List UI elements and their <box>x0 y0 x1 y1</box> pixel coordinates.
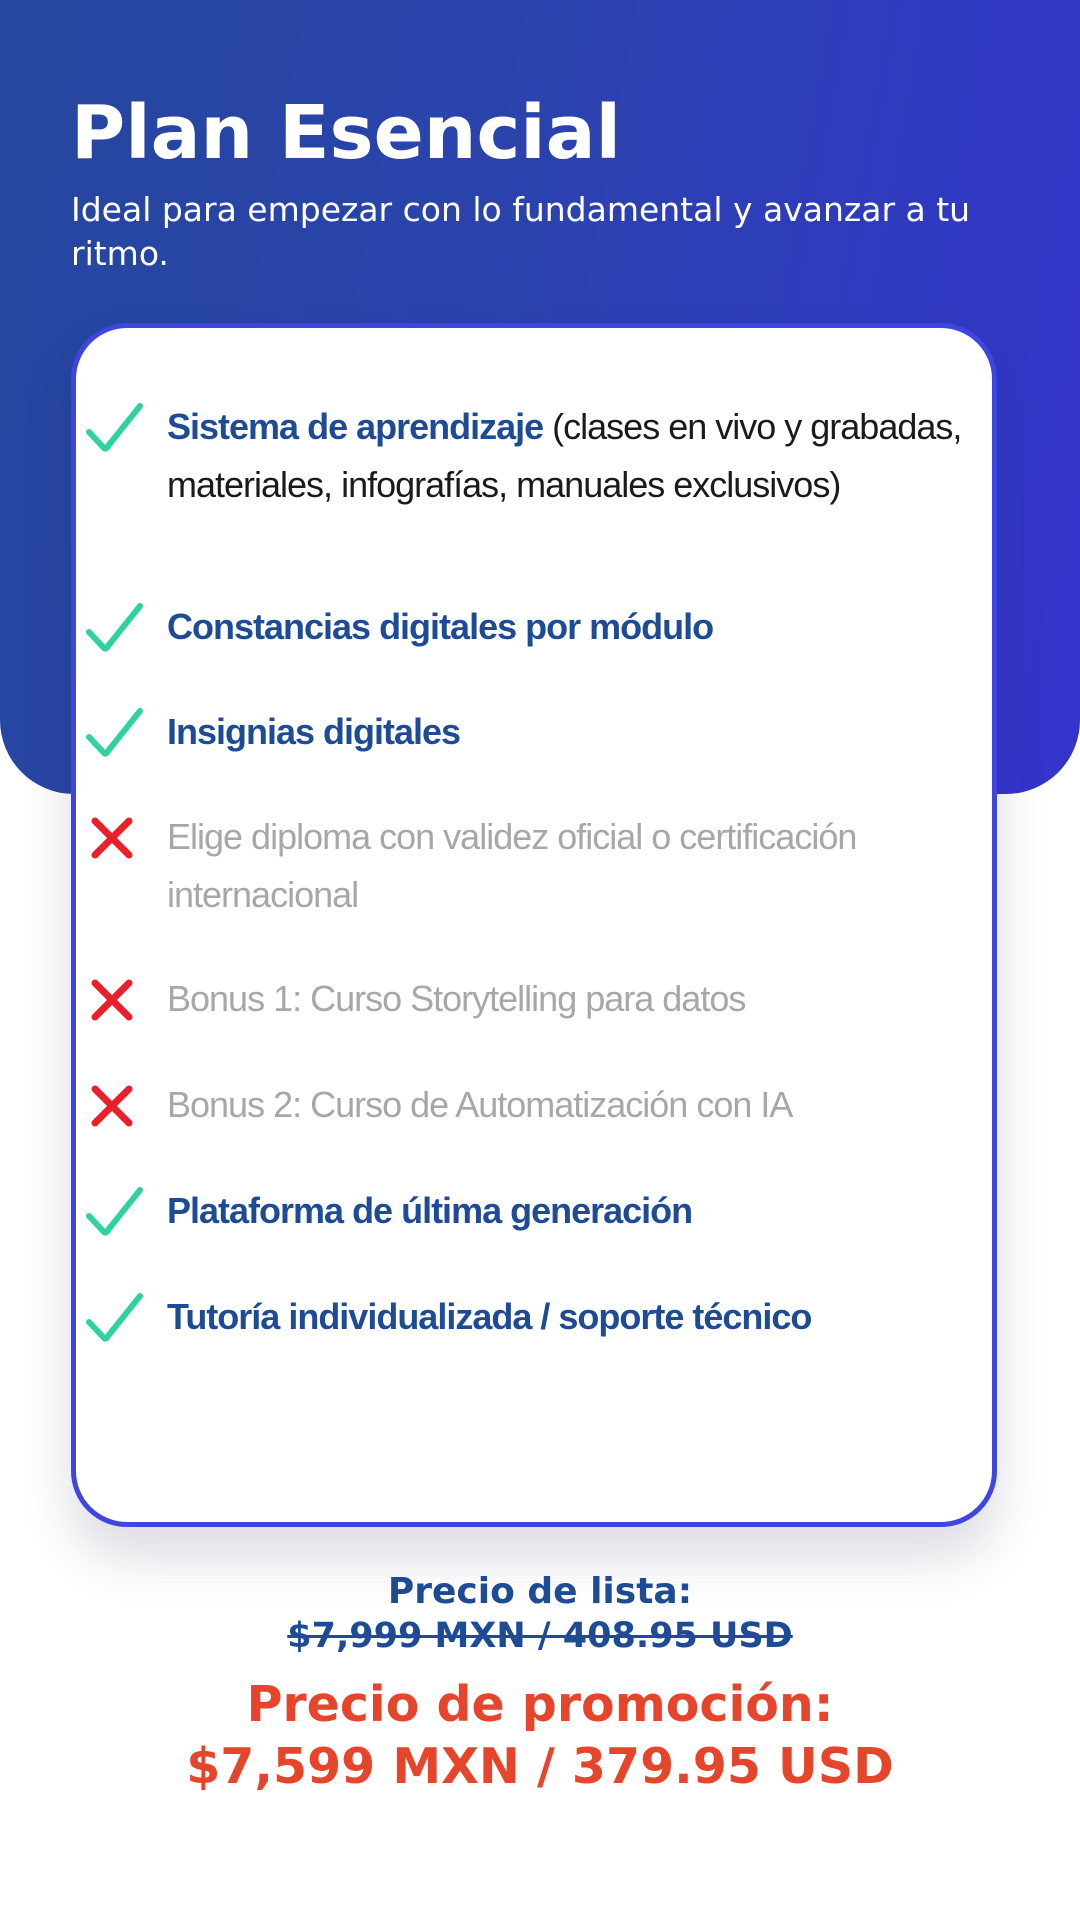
feature-label: Bonus 2: Curso de Automatización con IA <box>167 1084 793 1125</box>
feature-label: Elige diploma con validez oficial o certificación internacional <box>167 816 857 915</box>
list-price-label: Precio de lista: <box>387 1571 693 1612</box>
promo-price-value: $7,599 MXN / 379.95 USD <box>186 1738 894 1795</box>
features-card <box>71 323 997 1527</box>
feature-label: Plataforma de última generación <box>167 1190 693 1231</box>
cross-icon <box>86 810 146 870</box>
feature-detail: (clases en vivo y grabadas, materiales, infografías, manuales exclusivos) <box>167 406 962 505</box>
checkmark-icon <box>86 400 146 460</box>
feature-label: Bonus 1: Curso Storytelling para datos <box>167 978 746 1019</box>
cross-icon <box>86 1078 146 1138</box>
list-price-value: $7,999 MXN / 408.95 USD <box>287 1616 793 1656</box>
feature-label: Tutoría individualizada / soporte técnico <box>167 1296 812 1337</box>
checkmark-icon <box>86 600 146 660</box>
checkmark-icon <box>86 1290 146 1350</box>
feature-label: Sistema de aprendizaje <box>167 406 544 447</box>
cross-icon <box>86 972 146 1032</box>
feature-label: Insignias digitales <box>167 711 461 752</box>
plan-subtitle: Ideal para empezar con lo fundamental y avanzar a tu ritmo. <box>71 190 971 273</box>
pricing-section <box>0 1570 1080 1798</box>
checkmark-icon <box>86 705 146 765</box>
promo-price-label: Precio de promoción: <box>246 1676 834 1733</box>
plan-title: Plan Esencial <box>71 90 621 176</box>
feature-label: Constancias digitales por módulo <box>167 606 714 647</box>
checkmark-icon <box>86 1184 146 1244</box>
